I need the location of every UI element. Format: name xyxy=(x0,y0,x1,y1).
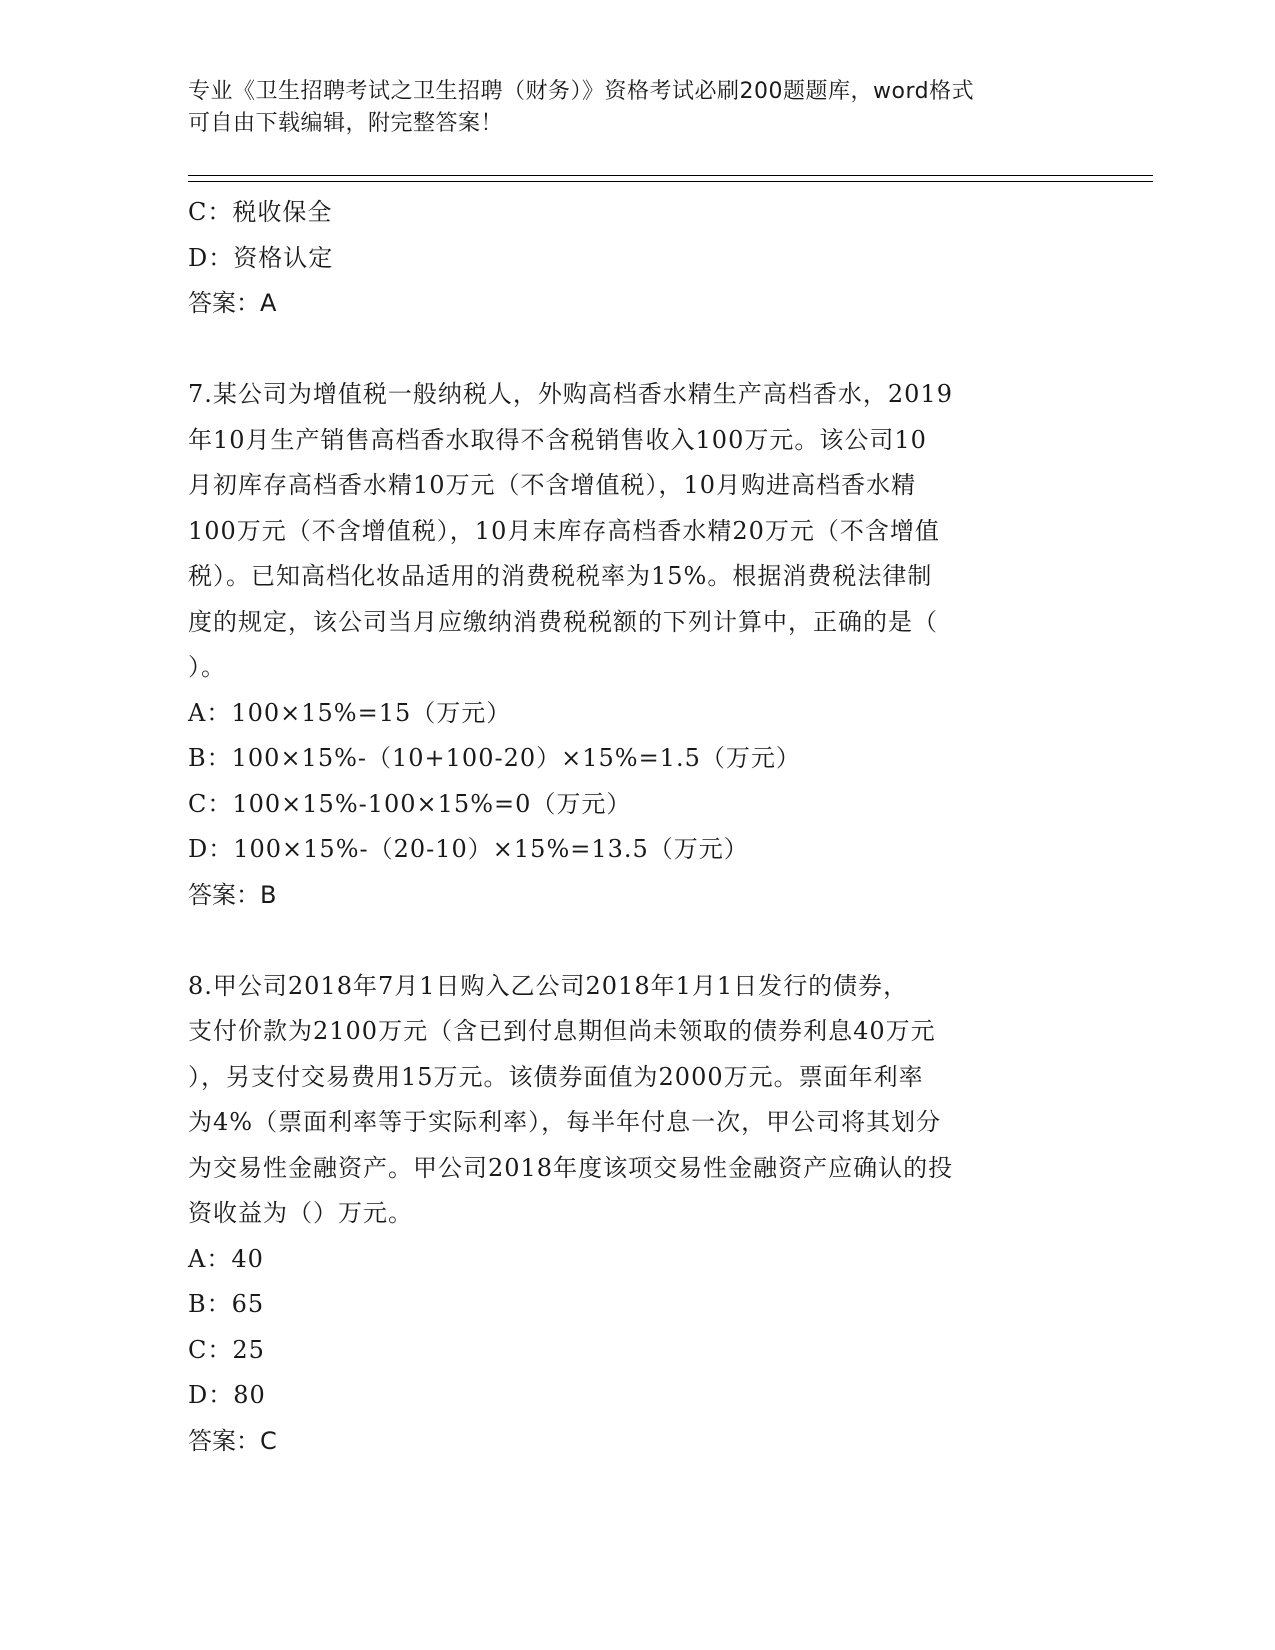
page-header xyxy=(188,76,1088,140)
spacer xyxy=(188,327,1088,373)
question-7-line-7: ）。 xyxy=(188,653,226,681)
question-7-line-4: 100万元（不含增值税），10月末库存高档香水精20万元（不含增值 xyxy=(188,516,940,545)
question-7-line-2: 年10月生产销售高档香水取得不含税销售收入100万元。该公司10 xyxy=(188,425,927,454)
question-8-option-a: A：40 xyxy=(188,1244,264,1273)
question-7-answer: 答案：B xyxy=(188,880,277,909)
question-8-line-3: ），另支付交易费用15万元。该债券面值为2000万元。票面年利率 xyxy=(188,1062,924,1091)
option-c: C：税收保全 xyxy=(188,198,333,226)
answer-label: 答案：A xyxy=(188,289,277,317)
question-7-line-5: 税）。已知高档化妆品适用的消费税税率为15%。根据消费税法律制 xyxy=(188,562,933,590)
question-8-line-6: 资收益为（）万元。 xyxy=(188,1199,413,1227)
question-8-option-b: B：65 xyxy=(188,1290,265,1318)
question-8-line-2: 支付价款为2100万元（含已到付息期但尚未领取的债券利息40万元 xyxy=(188,1017,936,1045)
header-divider-bottom xyxy=(188,181,1153,182)
question-7-line-1: 7.某公司为增值税一般纳税人，外购高档香水精生产高档香水，2019 xyxy=(188,380,953,408)
question-7-option-d: D：100×15%-（20-10）×15%=13.5（万元） xyxy=(188,835,749,863)
question-8-answer: 答案：C xyxy=(188,1426,277,1455)
question-8-line-1: 8.甲公司2018年7月1日购入乙公司2018年1月1日发行的债券， xyxy=(188,971,909,1000)
header-line-2: 可自由下载编辑，附完整答案！ xyxy=(188,111,504,136)
spacer xyxy=(188,918,1088,964)
question-7-line-3: 月初库存高档香水精10万元（不含增值税），10月购进高档香水精 xyxy=(188,471,917,499)
question-7-option-b: B：100×15%-（10+100-20）×15%=1.5（万元） xyxy=(188,744,801,772)
question-8-option-c: C：25 xyxy=(188,1335,265,1364)
question-8-line-4: 为4%（票面利率等于实际利率），每半年付息一次，甲公司将其划分 xyxy=(188,1108,942,1136)
question-7-line-6: 度的规定，该公司当月应缴纳消费税税额的下列计算中，正确的是（ xyxy=(188,607,938,636)
question-8-option-d: D：80 xyxy=(188,1381,266,1409)
header-divider-top xyxy=(188,175,1153,176)
header-line-1: 专业《卫生招聘考试之卫生招聘（财务）》资格考试必刷200题题库，word格式 xyxy=(188,79,975,104)
question-8-line-5: 为交易性金融资产。甲公司2018年度该项交易性金融资产应确认的投 xyxy=(188,1153,954,1182)
option-d: D：资格认定 xyxy=(188,243,334,272)
question-7-option-c: C：100×15%-100×15%=0（万元） xyxy=(188,789,632,818)
document-body xyxy=(188,190,1088,1464)
question-7-option-a: A：100×15%=15（万元） xyxy=(188,698,512,727)
